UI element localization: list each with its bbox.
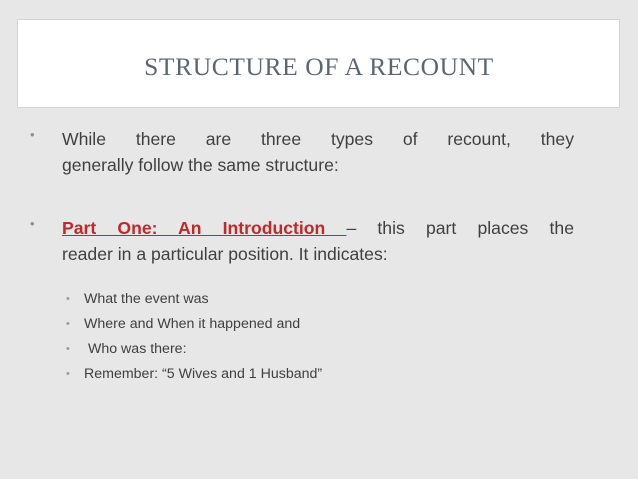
bullet-paragraph-2 (62, 215, 574, 267)
sub-bullet-item: What the event was (84, 291, 209, 307)
sub-bullet-item: Remember: “5 Wives and 1 Husband” (84, 366, 323, 382)
bullet-marker: • (30, 127, 35, 142)
bullet-1-line-2: generally follow the same structure: (62, 155, 339, 175)
bullet-1-line-1: While there are three types of recount, they (62, 129, 574, 149)
part-one-highlight: Part One: An Introduction (62, 218, 347, 238)
sub-bullet-marker: • (66, 293, 70, 305)
sub-bullet-marker: • (66, 318, 70, 330)
bullet-2-line-2: reader in a particular position. It indicates: (62, 244, 388, 264)
slide-title: STRUCTURE OF A RECOUNT (144, 52, 494, 81)
sub-bullet-marker: • (66, 368, 70, 380)
sub-bullet-item: Where and When it happened and (84, 316, 301, 332)
bullet-marker: • (30, 216, 35, 231)
bullet-2-line-1 (62, 215, 574, 241)
sub-bullet-marker: • (66, 343, 70, 355)
bullet-paragraph-1 (62, 126, 574, 178)
bullet-2-line-1-rest: – this part places the (346, 218, 574, 238)
sub-bullet-item: Who was there: (84, 341, 187, 357)
